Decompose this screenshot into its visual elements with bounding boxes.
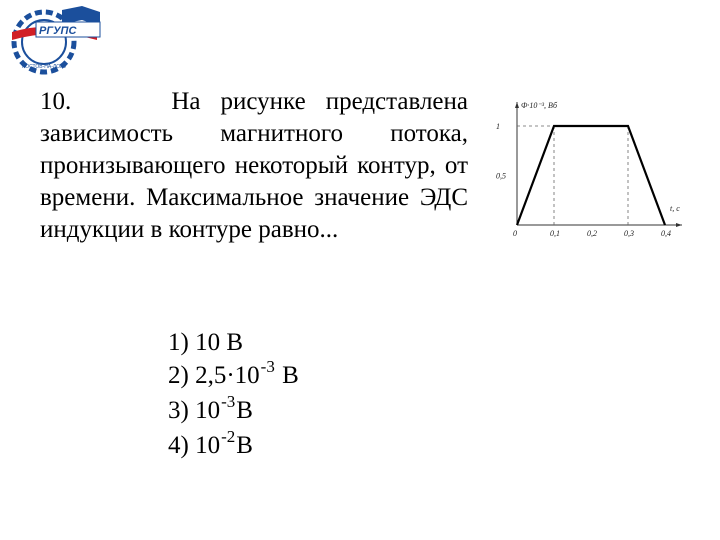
answer-option-2[interactable] (168, 359, 299, 394)
answer-2-exponent: -3 (260, 357, 275, 376)
answer-2-text: 2) 2,5·10 (168, 362, 260, 389)
x-axis-label: t, с (670, 204, 680, 213)
x-tick-label-4: 0,4 (661, 229, 671, 238)
answer-1-text: 1) 10 В (168, 329, 243, 356)
flux-time-graph (490, 88, 690, 248)
question-number: 10. (40, 88, 72, 115)
x-tick-label-0: 0 (513, 229, 517, 238)
answer-3-text: 3) 10 (168, 397, 221, 424)
logo-ring-text: РОСТОВ-НА-ДОНУ (22, 64, 67, 70)
y-tick-label-0: 0,5 (496, 171, 506, 181)
answer-option-3[interactable] (168, 394, 299, 429)
y-tick-label-1: 1 (496, 122, 500, 131)
answer-3-unit: В (236, 397, 253, 424)
answer-4-text: 4) 10 (168, 432, 221, 459)
x-tick-label-3: 0,3 (624, 229, 634, 238)
x-tick-label-2: 0,2 (587, 229, 597, 238)
question-body: На рисунке представлена зависимость магнитного потока, пронизывающего некоторый контур, от времени. Максимальное значение ЭДС индукции в контуре равно... (40, 88, 469, 243)
y-axis-arrow (515, 102, 519, 108)
answer-4-exponent: -2 (221, 427, 236, 446)
answer-option-1[interactable] (168, 326, 299, 359)
x-tick-label-1: 0,1 (550, 229, 560, 238)
answer-option-4[interactable] (168, 429, 299, 464)
question-text (40, 86, 468, 246)
x-axis-arrow (676, 223, 682, 227)
y-axis-label: Ф·10⁻³, Вб (521, 101, 557, 110)
answer-list (168, 326, 299, 464)
answer-4-unit: В (236, 432, 253, 459)
university-logo (2, 0, 112, 80)
answer-3-exponent: -3 (221, 392, 236, 411)
answer-2-unit: В (275, 362, 299, 389)
flux-series-line (517, 126, 665, 225)
logo-text: РГУПС (39, 25, 77, 37)
